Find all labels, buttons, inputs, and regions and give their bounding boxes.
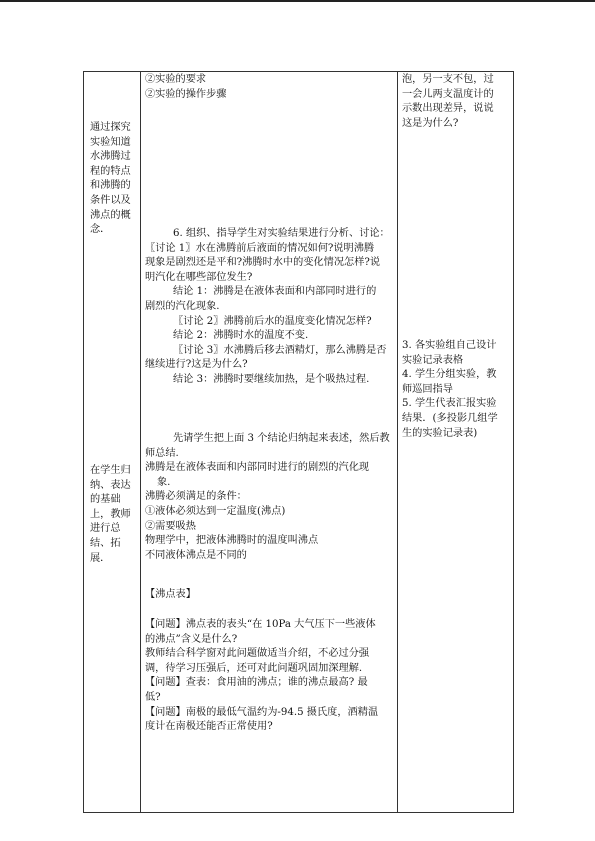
discussion-heading: 6. 组织、指导学生对实验结果进行分析、讨论： <box>173 228 390 239</box>
discussion-3: 〖讨论 3〗水沸腾后移去酒精灯，那么沸腾是否 <box>173 344 387 356</box>
discussion-2: 〖讨论 2〗沸腾前后水的温度变化情况怎样? <box>173 315 372 327</box>
goal-line: 的基础 <box>90 494 121 506</box>
question-2: 低? <box>145 691 161 703</box>
teacher-note: 调，待学习压强后，还可对此问题巩固加深理解. <box>145 662 363 674</box>
goal-line: 结、拓 <box>90 537 121 549</box>
student-step: 结果．(多投影几组学 <box>402 412 498 424</box>
student-text: 一会儿两支温度计的 <box>402 88 494 100</box>
header-rule <box>0 0 595 2</box>
question-1: 【问题】沸点表的表头“在 10Pa 大气压下一些液体 <box>145 619 376 630</box>
discussion-1: 〖讨论 1〗水在沸腾前后液面的情况如何?说明沸腾 <box>145 242 375 254</box>
experiment-items <box>145 73 395 102</box>
student-text: 这是为什么? <box>402 117 459 129</box>
goal-line: 展． <box>90 552 111 564</box>
boiling-point-table-section <box>145 588 395 603</box>
conclusion-3: 结论 3：沸腾时要继续加热，是个吸热过程. <box>173 373 370 385</box>
student-text: 泡，另一支不包，过 <box>402 74 494 85</box>
column-divider-2 <box>397 72 398 812</box>
question-3: 【问题】南极的最低气温约为-94.5 摄氏度，酒精温 <box>145 706 379 718</box>
condition-1: ①液体必须达到一定温度(沸点) <box>145 505 286 517</box>
goal-line: 进行总 <box>90 523 121 535</box>
summary-section <box>145 432 395 563</box>
question-2: 【问题】查表：食用油的沸点；谁的沸点最高? 最 <box>145 677 368 689</box>
goal-line: 通过探究 <box>90 122 131 133</box>
discussion-1: 明汽化在哪些部位发生? <box>145 271 253 283</box>
question-1: 的沸点”含义是什么? <box>145 633 238 645</box>
goal-line: 实验知道 <box>90 136 131 148</box>
goal-line: 和沸腾的 <box>90 180 131 192</box>
boiling-definition: 象. <box>157 476 171 488</box>
goal-line: 水沸腾过 <box>90 151 131 163</box>
student-step: 师巡回指导 <box>402 383 453 395</box>
goal-line: 纳、表达 <box>90 479 131 491</box>
student-step: 3. 各实验组自己设计 <box>402 340 497 351</box>
boiling-point-difference: 不同液体沸点是不同的 <box>145 549 247 561</box>
goal-line: 条件以及 <box>90 194 131 206</box>
goal-block-explore <box>90 121 138 238</box>
discussion-section <box>145 227 395 388</box>
goal-line: 上，教师 <box>90 508 131 520</box>
student-step: 5. 学生代表汇报实验 <box>402 398 497 410</box>
discussion-3: 继续进行?这是为什么? <box>145 359 248 371</box>
student-step: 4. 学生分组实验，教 <box>402 369 497 381</box>
student-step: 生的实验记录表) <box>402 427 478 439</box>
goal-block-summary <box>90 464 138 566</box>
conclusion-2: 结论 2：沸腾时水的温度不变. <box>173 330 309 342</box>
student-text: 示数出现差异，说说 <box>402 103 494 115</box>
discussion-1: 现象是剧烈还是平和?沸腾时水中的变化情况怎样?说 <box>145 257 381 269</box>
goal-line: 程的特点 <box>90 165 131 177</box>
conclusion-1: 结论 1：沸腾是在液体表面和内部同时进行的 <box>173 286 377 298</box>
section-title: 【沸点表】 <box>145 589 196 600</box>
conclusion-1: 剧烈的汽化现象. <box>145 300 220 312</box>
boiling-definition: 沸腾是在液体表面和内部同时进行的剧烈的汽化现 <box>145 462 370 474</box>
condition-2: ②需要吸热 <box>145 520 196 532</box>
goal-line: 沸点的概 <box>90 209 131 221</box>
conditions-title: 沸腾必须满足的条件： <box>145 491 247 503</box>
questions-section <box>145 618 395 735</box>
goal-line: 在学生归 <box>90 465 131 476</box>
lesson-table <box>83 71 514 813</box>
thermometer-question <box>402 73 512 131</box>
experiment-requirement: ②实验的要求 <box>145 74 207 85</box>
summary-intro: 先请学生把上面 3 个结论归纳起来表述，然后教 <box>173 433 390 444</box>
experiment-steps: ②实验的操作步骤 <box>145 88 227 100</box>
goal-line: 念． <box>90 224 111 236</box>
student-step: 实验记录表格 <box>402 354 464 366</box>
question-3: 度计在南极还能否正常使用? <box>145 721 273 733</box>
column-divider-1 <box>140 72 141 812</box>
summary-intro: 师总结. <box>145 447 179 459</box>
boiling-point-definition: 物理学中，把液体沸腾时的温度叫沸点 <box>145 535 319 547</box>
student-steps <box>402 339 512 441</box>
teacher-note: 教师结合科学窗对此问题做适当介绍，不必过分强 <box>145 648 370 660</box>
